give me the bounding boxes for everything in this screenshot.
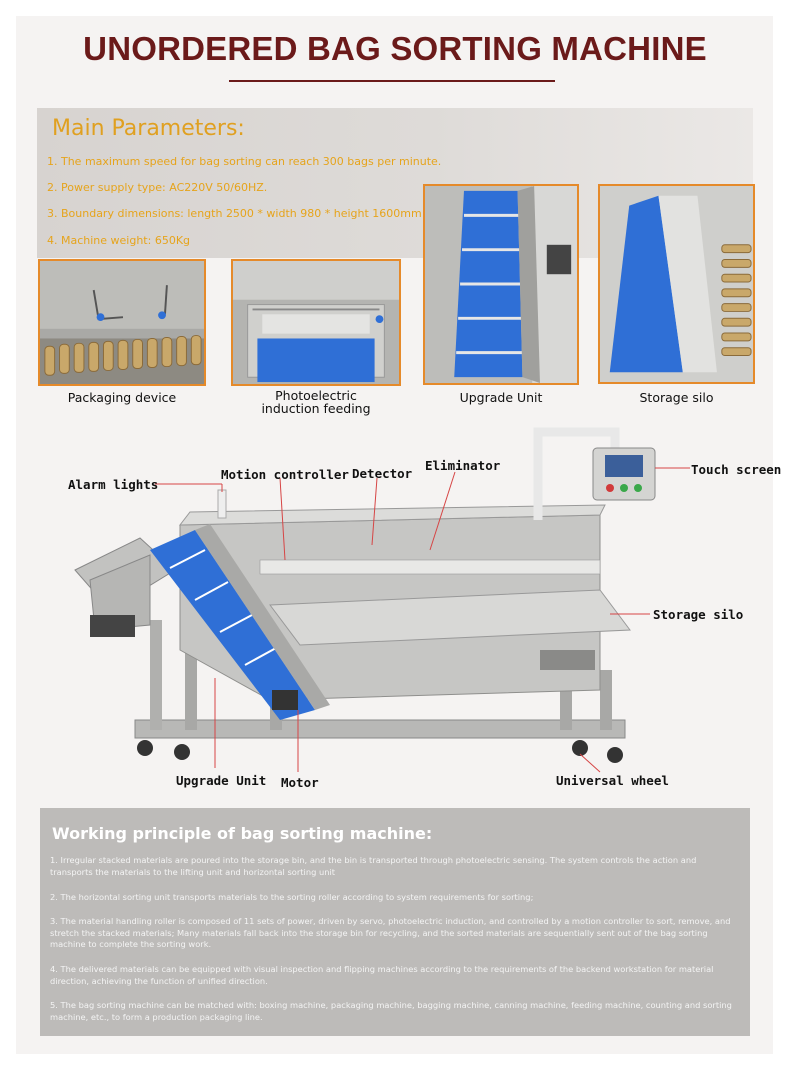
callout-storage-silo: Storage silo — [653, 607, 744, 622]
callout-eliminator: Eliminator — [425, 458, 501, 473]
callout-upgrade-unit: Upgrade Unit — [176, 773, 267, 788]
callout-detector: Detector — [352, 466, 413, 481]
photo-storage-silo — [598, 184, 755, 384]
title-underline — [229, 80, 555, 82]
principle-item-4: 4. The delivered materials can be equipped with visual inspection and flipping machines according to the requirements of the backend workstation for material direction, achieving the function of unified direction. — [50, 964, 714, 986]
principle-item-1: 1. Irregular stacked materials are poured into the storage bin, and the bin is transported through photoelectric sensing. The system controls the action and transports the materials to the lifting unit and horizontal sorting unit — [50, 855, 697, 877]
param-dimensions: 3. Boundary dimensions: length 2500 * width 980 * height 1600mm — [47, 207, 422, 220]
photo-packaging-device — [38, 259, 206, 386]
caption-photoelectric-line1: Photoelectric — [275, 388, 357, 403]
page-title: UNORDERED BAG SORTING MACHINE — [83, 30, 707, 67]
callout-alarm-lights: Alarm lights — [68, 477, 159, 492]
param-speed: 1. The maximum speed for bag sorting can reach 300 bags per minute. — [47, 155, 442, 168]
param-power: 2. Power supply type: AC220V 50/60HZ. — [47, 181, 268, 194]
principle-item-2: 2. The horizontal sorting unit transports materials to the sorting roller according to system requirements for sorting; — [50, 892, 534, 902]
principle-item-5: 5. The bag sorting machine can be matched with: boxing machine, packaging machine, bagging machine, canning machine, feeding machine, counting and sorting machine, etc., to form a production packaging line. — [50, 1000, 732, 1022]
photo-upgrade-unit — [423, 184, 579, 385]
callout-universal-wheel: Universal wheel — [556, 773, 669, 788]
principle-item-3: 3. The material handling roller is composed of 11 sets of power, driven by servo, photoelectric induction, and controlled by a motion controller to sort, remove, and stretch the stacked materials; Many materials fall back into the storage bin for recycling, and the sorted materials are sequentially sent out of the bag sorting machine to complete the sorting work. — [50, 916, 731, 949]
callout-touch-screen: Touch screen — [691, 462, 782, 477]
caption-packaging-device: Packaging device — [67, 390, 177, 405]
callout-motor: Motor — [281, 775, 319, 790]
caption-upgrade-unit: Upgrade Unit — [459, 390, 543, 405]
parameters-heading: Main Parameters: — [52, 116, 245, 141]
photo-photoelectric-feeding — [231, 259, 401, 386]
callout-motion-controller: Motion controller — [221, 467, 349, 482]
principle-heading: Working principle of bag sorting machine: — [52, 824, 433, 843]
param-weight: 4. Machine weight: 650Kg — [47, 234, 191, 247]
caption-photoelectric-line2: induction feeding — [261, 401, 371, 416]
caption-storage-silo: Storage silo — [639, 390, 714, 405]
